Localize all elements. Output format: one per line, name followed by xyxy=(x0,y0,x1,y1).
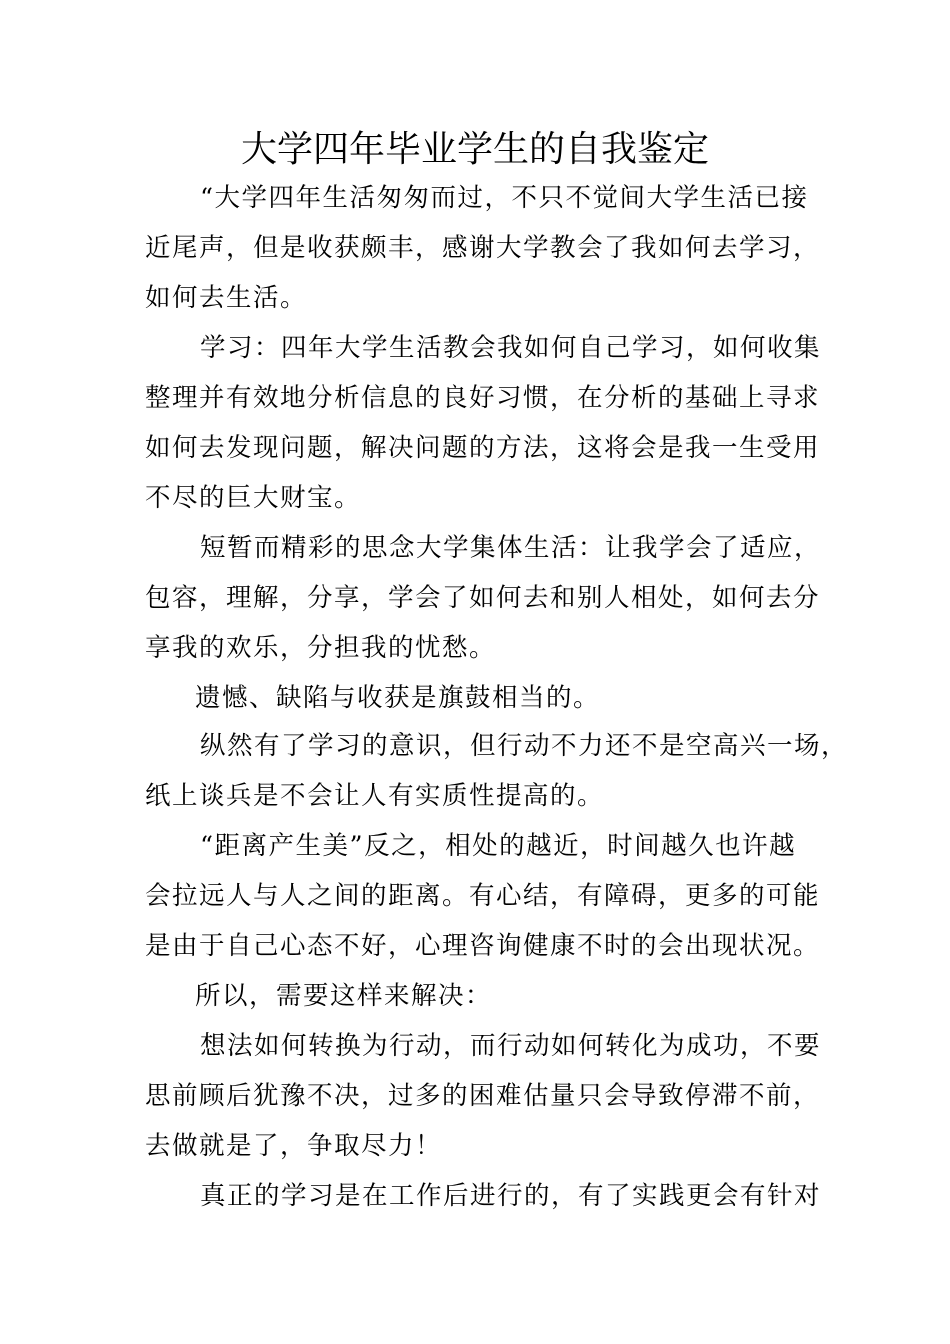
body-line: 纵然有了学习的意识，但行动不力还不是空高兴一场， xyxy=(200,731,849,761)
document-title: 大学四年毕业学生的自我鉴定 xyxy=(240,129,709,170)
body-line: “大学四年生活匆匆而过，不只不觉间大学生活已接 xyxy=(200,183,809,213)
body-line: 不尽的巨大财宝。 xyxy=(145,483,362,513)
body-line: 近尾声，但是收获颇丰，感谢大学教会了我如何去学习， xyxy=(145,233,821,263)
body-line: 遗憾、缺陷与收获是旗鼓相当的。 xyxy=(195,683,601,713)
body-line: “距离产生美”反之，相处的越近，时间越久也许越 xyxy=(200,831,797,861)
body-line: 包容，理解，分享，学会了如何去和别人相处，如何去分 xyxy=(145,583,821,613)
body-line: 去做就是了，争取尽力！ xyxy=(145,1131,443,1161)
body-line: 真正的学习是在工作后进行的，有了实践更会有针对 xyxy=(200,1181,822,1211)
body-line: 所以，需要这样来解决： xyxy=(195,981,493,1011)
body-line: 如何去生活。 xyxy=(145,283,308,313)
body-line: 是由于自己心态不好，心理咨询健康不时的会出现状况。 xyxy=(145,931,821,961)
body-line: 如何去发现问题，解决问题的方法，这将会是我一生受用 xyxy=(145,433,821,463)
body-line: 整理并有效地分析信息的良好习惯，在分析的基础上寻求 xyxy=(145,383,821,413)
body-line: 学习：四年大学生活教会我如何自己学习，如何收集 xyxy=(200,333,822,363)
body-line: 会拉远人与人之间的距离。有心结，有障碍，更多的可能 xyxy=(145,881,821,911)
body-line: 短暂而精彩的思念大学集体生活：让我学会了适应， xyxy=(200,533,822,563)
body-line: 纸上谈兵是不会让人有实质性提高的。 xyxy=(145,781,605,811)
body-line: 思前顾后犹豫不决，过多的困难估量只会导致停滞不前， xyxy=(145,1081,821,1111)
body-line: 享我的欢乐，分担我的忧愁。 xyxy=(145,633,497,663)
body-line: 想法如何转换为行动，而行动如何转化为成功，不要 xyxy=(200,1031,822,1061)
